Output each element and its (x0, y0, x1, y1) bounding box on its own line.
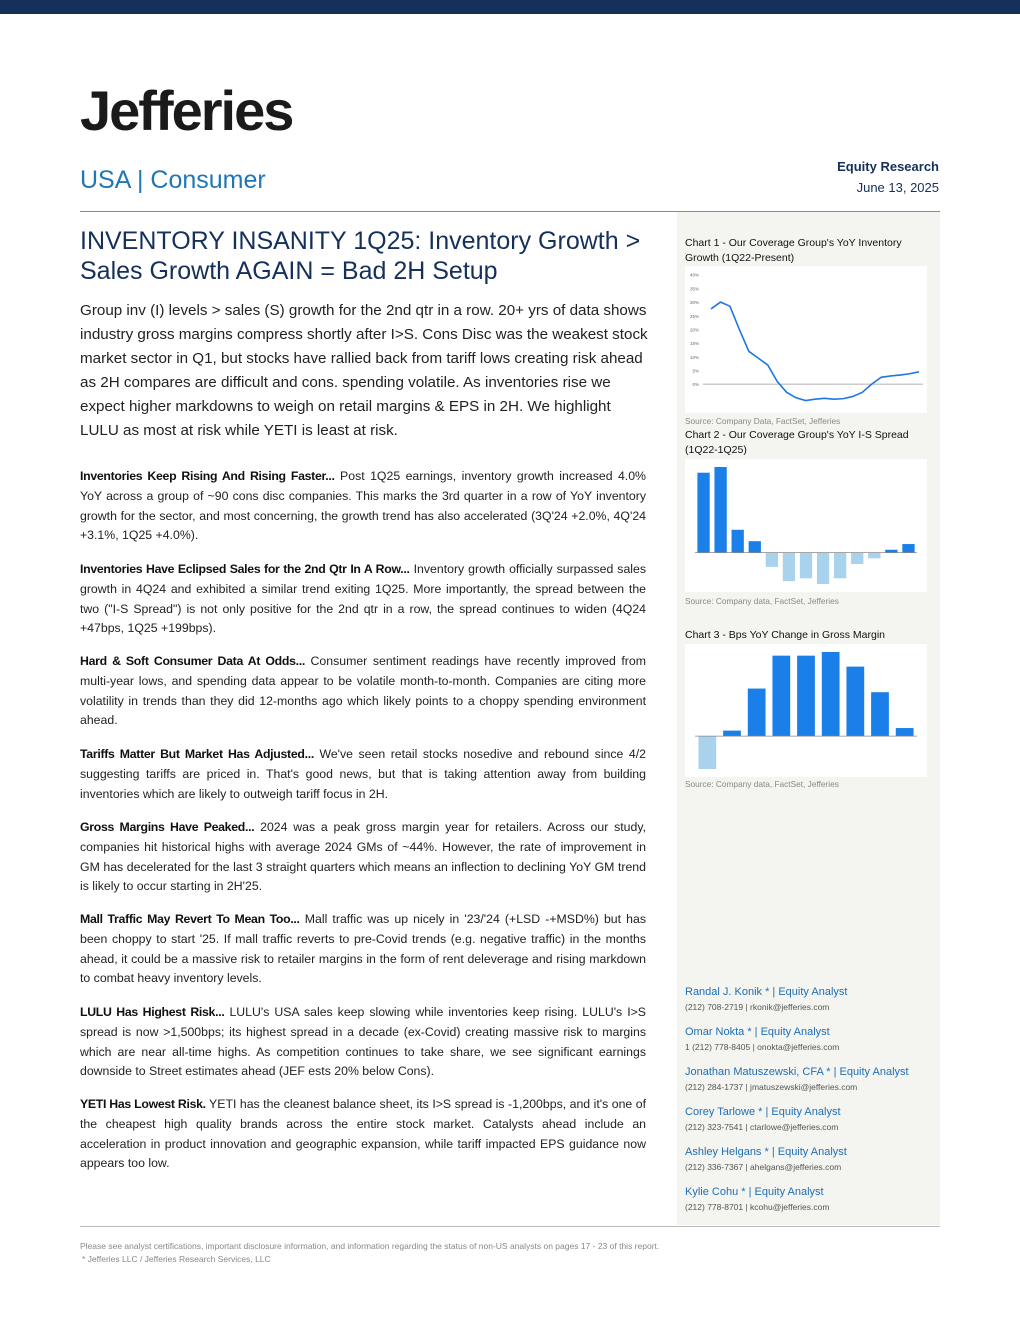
bullet-title: Inventories Keep Rising And Rising Faster... (80, 469, 335, 483)
region-sector-label: USA | Consumer (80, 166, 266, 194)
bullet-text: Mall traffic was up nicely in '23/'24 (+LSD -+MSD%) but has been choppy to start '25. If mall traffic reverts to pre-Covid trends (e.g. negative traffic) in the months ahead, it could be a massive risk to retailer margins in the form of rent deleverage and rising markdown to combat heavy inventory levels. (80, 912, 646, 986)
chart-1-title: Chart 1 - Our Coverage Group's YoY Inventory Growth (1Q22-Present) (685, 237, 902, 264)
report-date: June 13, 2025 (856, 180, 939, 195)
analyst-contact[interactable]: (212) 284-1737 | jmatuszewski@jefferies.com (685, 1082, 858, 1092)
bar (697, 473, 709, 553)
analyst-entry (685, 985, 940, 1014)
analyst-entry (685, 1025, 940, 1054)
bar (885, 550, 897, 553)
bullet-title: Inventories Have Eclipsed Sales for the 2nd Qtr In A Row... (80, 562, 410, 576)
bar (748, 689, 766, 737)
chart-2-title: Chart 2 - Our Coverage Group's YoY I-S Spread (1Q22-1Q25) (685, 429, 909, 456)
chart-3-source: Source: Company data, FactSet, Jefferies (685, 779, 839, 789)
top-brand-bar (0, 0, 1020, 14)
chart-3-plot (685, 644, 927, 777)
bullet-paragraph (80, 745, 646, 804)
bar (871, 692, 889, 736)
bullet-paragraph (80, 1095, 646, 1174)
bar (800, 553, 812, 579)
bullet-text: 2024 was a peak gross margin year for retailers. Across our study, companies hit historical highs with average 2024 GMs of ~44%. However, the rate of improvement in GM has decelerated for the last 3 straight quarters which means an inflection to declining YoY GM trend is likely to occur starting in 2H'25. (80, 820, 646, 894)
bullet-paragraph (80, 1003, 646, 1082)
y-tick-label: 20% (689, 327, 699, 333)
analyst-name[interactable]: Randal J. Konik * | Equity Analyst (685, 986, 848, 998)
bar (723, 731, 741, 736)
bar (698, 736, 716, 769)
y-tick-label: 35% (689, 286, 699, 292)
bar (797, 656, 815, 736)
bullet-paragraph (80, 560, 646, 639)
analyst-name[interactable]: Ashley Helgans * | Equity Analyst (685, 1146, 847, 1158)
analyst-entry (685, 1065, 940, 1094)
bar (868, 553, 880, 559)
analyst-contact[interactable]: 1 (212) 778-8405 | onokta@jefferies.com (685, 1042, 840, 1052)
bullet-text: LULU's USA sales keep slowing while inventories keep rising. LULU's I>S spread is now >1,500bps; its highest spread in a decade (ex-Covid) creating massive risk to margins which are near all-time highs. As competition continues to take share, we see significant earnings downside to Street estimates ahead (JEF ests 20% below Cons). (80, 1005, 646, 1079)
chart-2-source: Source: Company data, FactSet, Jefferies (685, 596, 839, 606)
y-tick-label: 40% (689, 272, 699, 278)
analyst-name[interactable]: Kylie Cohu * | Equity Analyst (685, 1186, 824, 1198)
bullet-paragraph (80, 652, 646, 731)
bullet-title: YETI Has Lowest Risk. (80, 1097, 206, 1111)
chart-1-svg (685, 266, 927, 413)
y-tick-label: 15% (689, 341, 699, 347)
analyst-contact[interactable]: (212) 323-7541 | ctarlowe@jefferies.com (685, 1122, 839, 1132)
bar (896, 728, 914, 736)
bullet-title: Tariffs Matter But Market Has Adjusted... (80, 747, 314, 761)
y-tick-label: 30% (689, 300, 699, 306)
research-type-label: Equity Research (837, 159, 939, 174)
bullet-title: Mall Traffic May Revert To Mean Too... (80, 912, 300, 926)
report-headline: INVENTORY INSANITY 1Q25: Inventory Growth > Sales Growth AGAIN = Bad 2H Setup (80, 227, 641, 285)
analyst-name[interactable]: Corey Tarlowe * | Equity Analyst (685, 1106, 841, 1118)
bar (902, 544, 914, 553)
bullet-text: Inventory growth officially surpassed sales growth in 4Q24 and exhibited a similar trend exiting 1Q25. More importantly, the spread between the two ("I-S Spread") is not only positive for the 2nd qtr in a row, the spread continues to widen (4Q24 +47bps, 1Q25 +199bps). (80, 562, 647, 636)
bullet-title: Hard & Soft Consumer Data At Odds... (80, 654, 305, 668)
bullet-paragraph (80, 467, 646, 546)
chart-2-svg (685, 459, 927, 592)
analyst-contact[interactable]: (212) 708-2719 | rkonik@jefferies.com (685, 1002, 830, 1012)
bar (732, 530, 744, 553)
entities-note: * Jefferies LLC / Jefferies Research Services, LLC (82, 1254, 271, 1264)
y-tick-label: 25% (689, 313, 699, 319)
chart-3-title: Chart 3 - Bps YoY Change in Gross Margin (685, 629, 885, 641)
bar (772, 656, 790, 736)
bar (851, 553, 863, 564)
bar (817, 553, 829, 584)
bullet-title: LULU Has Highest Risk... (80, 1005, 225, 1019)
bar (766, 553, 778, 567)
analyst-entry (685, 1105, 940, 1134)
analyst-entry (685, 1185, 940, 1214)
bar (783, 553, 795, 582)
disclosure-note: Please see analyst certifications, important disclosure information, and information regarding the status of non-US analysts on pages 17 - 23 of this report. (80, 1241, 660, 1251)
analyst-contact[interactable]: (212) 336-7367 | ahelgans@jefferies.com (685, 1162, 842, 1172)
analyst-name[interactable]: Jonathan Matuszewski, CFA * | Equity Analyst (685, 1066, 909, 1078)
bar (714, 467, 726, 553)
analyst-name[interactable]: Omar Nokta * | Equity Analyst (685, 1026, 830, 1038)
chart-1-plot (685, 266, 927, 413)
chart-3-svg (685, 644, 927, 777)
y-tick-label: 0% (692, 382, 699, 388)
bullet-paragraph (80, 818, 646, 897)
jefferies-logo: Jefferies (80, 79, 293, 142)
inventory-growth-line (711, 302, 919, 400)
bullet-text: YETI has the cleanest balance sheet, its I>S spread is -1,200bps, and it's one of the cheapest high quality brands across the entire stock market. Catalysts ahead include an acceleration in product innovation and geographic expansion, while tariff impacted EPS guidance now appears too low. (80, 1097, 646, 1171)
bullet-paragraph (80, 910, 646, 989)
bullet-text: We've seen retail stocks nosedive and rebound since 4/2 suggesting tariffs are priced in. That's good news, but that is taking attention away from building inventories which are likely to outweigh tariff focus in 2H. (80, 747, 646, 801)
bar (834, 553, 846, 579)
bar (822, 652, 840, 736)
footer-divider (80, 1226, 940, 1227)
y-tick-label: 5% (692, 368, 699, 374)
y-tick-label: 10% (689, 354, 699, 360)
chart-2-plot (685, 459, 927, 592)
report-summary: Group inv (I) levels > sales (S) growth for the 2nd qtr in a row. 20+ yrs of data shows industry gross margins compress shortly after I>S. Cons Disc was the weakest stock market sector in Q1, but stocks have rallied back from tariff lows creating risk ahead as 2H compares are difficult and cons. spending volatile. As inventories rise we expect higher markdowns to weigh on retail margins & EPS in 2H. We highlight LULU as most at risk while YETI is least at risk. (80, 302, 648, 440)
analyst-contact[interactable]: (212) 778-8701 | kcohu@jefferies.com (685, 1202, 830, 1212)
bullet-text: Consumer sentiment readings have recently improved from multi-year lows, and spending data appear to be volatile month-to-month. Companies are citing more volatility in trends than they did 12-months ago which likely points to a choppy spending environment ahead. (80, 654, 646, 728)
bar (749, 541, 761, 552)
chart-1-source: Source: Company Data, FactSet, Jefferies (685, 416, 841, 426)
bar (846, 667, 864, 736)
analyst-entry (685, 1145, 940, 1174)
bullet-title: Gross Margins Have Peaked... (80, 820, 255, 834)
bullet-text: Post 1Q25 earnings, inventory growth increased 4.0% YoY across a group of ~90 cons disc companies. This marks the 3rd quarter in a row of YoY inventory growth for the sector, and most concerning, the growth trend has also accelerated (3Q'24 +2.0%, 4Q'24 +3.1%, 1Q25 +4.0%). (80, 469, 646, 543)
